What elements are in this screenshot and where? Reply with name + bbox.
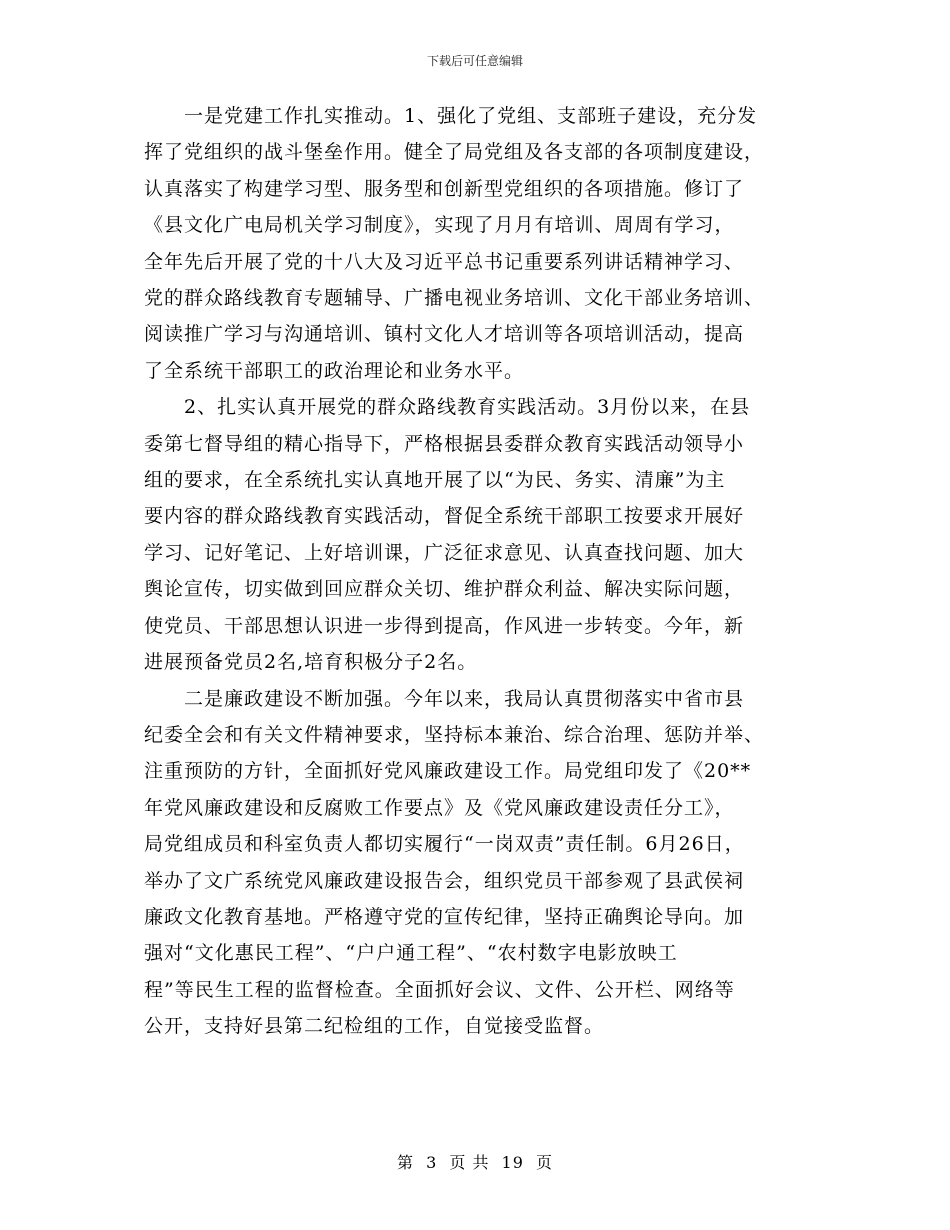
paragraph-line: 举办了文广系统党风廉政建设报告会，组织党员干部参观了县武侯祠	[144, 869, 745, 892]
paragraph-line: 认真落实了构建学习型、服务型和创新型党组织的各项措施。修订了	[144, 177, 745, 200]
header-note: 下载后可任意编辑	[426, 54, 523, 68]
paragraph-line: 舆论宣传，切实做到回应群众关切、维护群众利益、解决实际问题，	[144, 578, 745, 601]
paragraph-line: 局党组成员和科室负责人都切实履行“一岗双责”责任制。6月26日，	[144, 833, 745, 856]
paragraph-line: 纪委全会和有关文件精神要求，坚持标本兼治、综合治理、惩防并举、	[144, 723, 765, 746]
paragraph-line: 使党员、干部思想认识进一步得到提高，作风进一步转变。今年，新	[144, 614, 745, 637]
paragraph-line: 进展预备党员2名,培育积极分子2名。	[144, 651, 478, 674]
paragraph-mass-line-education	[144, 389, 804, 680]
paragraph-line: 公开，支持好县第二纪检组的工作，自觉接受监督。	[144, 1015, 605, 1038]
current-page-number: 3	[426, 1153, 438, 1172]
paragraph-line: 年党风廉政建设和反腐败工作要点》及《党风廉政建设责任分工》，	[144, 796, 735, 819]
paragraph-line: 学习、记好笔记、上好培训课，广泛征求意见、认真查找问题、加大	[144, 541, 745, 564]
paragraph-line: 强对“文化惠民工程”、“户户通工程”、“农村数字电影放映工	[144, 942, 678, 965]
footer-prefix: 第	[396, 1153, 414, 1172]
paragraph-line: 党的群众路线教育专题辅导、广播电视业务培训、文化干部业务培训、	[144, 287, 765, 310]
paragraph-line: 程”等民生工程的监督检查。全面抓好会议、文件、公开栏、网络等	[144, 978, 735, 1001]
paragraph-line: 注重预防的方针，全面抓好党风廉政建设工作。局党组印发了《20**	[144, 760, 752, 783]
paragraph-line: 廉政文化教育基地。严格遵守党的宣传纪律，坚持正确舆论导向。加	[144, 905, 745, 928]
paragraph-line: 《县文化广电局机关学习制度》，实现了月月有培训、周周有学习，	[144, 214, 735, 237]
paragraph-line: 组的要求，在全系统扎实认真地开展了以“为民、务实、清廉”为主	[144, 469, 726, 492]
document-body	[144, 98, 804, 1045]
paragraph-line: 了全系统干部职工的政治理论和业务水平。	[144, 359, 525, 382]
total-page-count: 19	[501, 1153, 524, 1172]
paragraph-party-building	[144, 98, 804, 389]
page-number-footer	[0, 1153, 950, 1173]
paragraph-line: 阅读推广学习与沟通培训、镇村文化人才培训等各项培训活动，提高	[144, 323, 745, 346]
footer-suffix: 页	[536, 1153, 554, 1172]
paragraph-line: 一是党建工作扎实推动。1、强化了党组、支部班子建设，充分发	[184, 105, 758, 127]
footer-middle: 页 共	[449, 1153, 490, 1172]
paragraph-line: 二是廉政建设不断加强。今年以来，我局认真贯彻落实中省市县	[184, 687, 745, 710]
paragraph-line: 委第七督导组的精心指导下，严格根据县委群众教育实践活动领导小	[144, 432, 745, 455]
paragraph-integrity-building	[144, 681, 804, 1045]
paragraph-line: 挥了党组织的战斗堡垒作用。健全了局党组及各支部的各项制度建设，	[144, 141, 765, 164]
paragraph-line: 要内容的群众路线教育实践活动，督促全系统干部职工按要求开展好	[144, 505, 745, 528]
paragraph-line: 全年先后开展了党的十八大及习近平总书记重要系列讲话精神学习、	[144, 250, 745, 273]
paragraph-line: 2、扎实认真开展党的群众路线教育实践活动。3月份以来，在县	[184, 396, 751, 419]
